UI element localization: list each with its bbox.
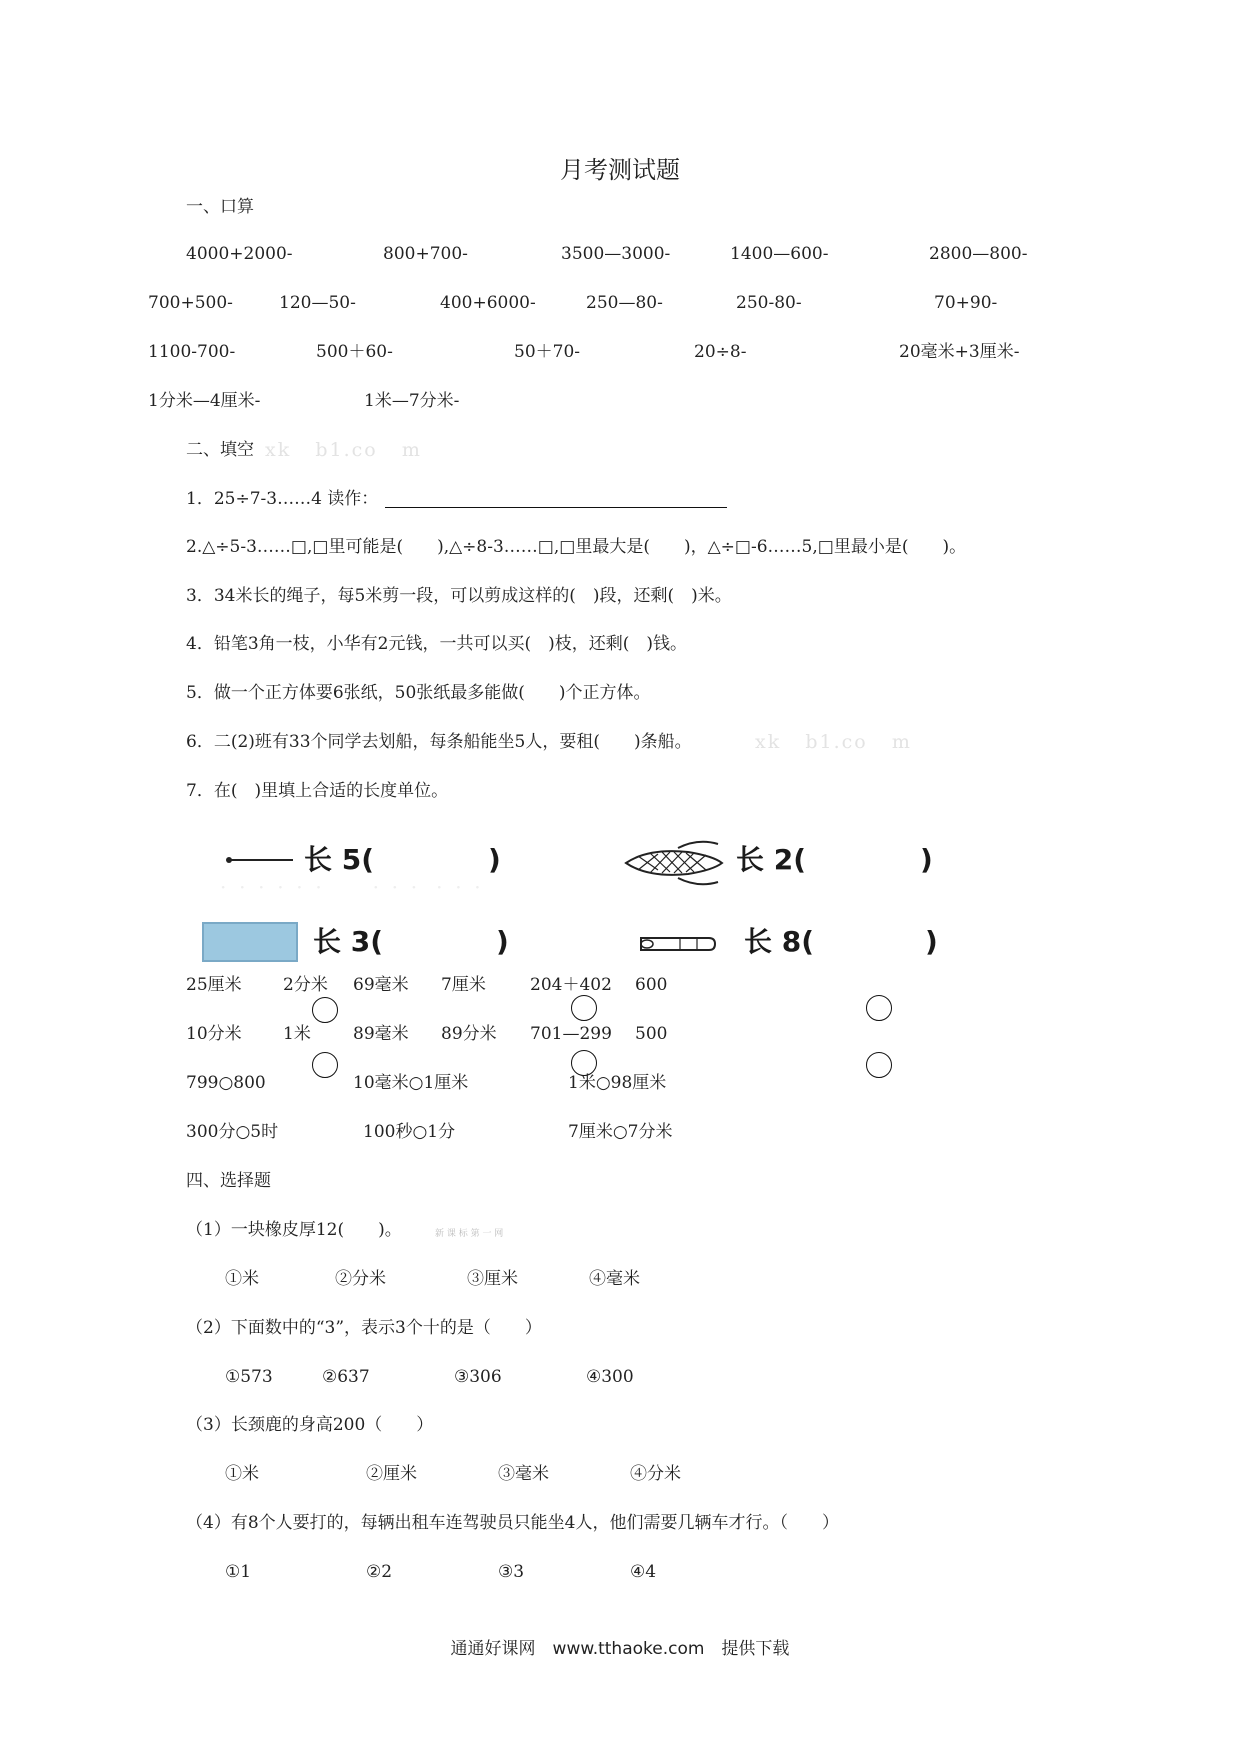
compare-item: 7厘米○7分米	[568, 1122, 673, 1142]
choice-question-4: （4）有8个人要打的，每辆出租车连驾驶员只能坐4人，他们需要几辆车才行。（ ）	[186, 1513, 839, 1533]
choice-option[interactable]: ③306	[454, 1367, 502, 1387]
watermark-text: xk b1.co m	[755, 731, 912, 753]
compare-item: 500	[635, 1024, 668, 1044]
calc-item: 1100-700-	[148, 342, 236, 362]
question-3: 3．34米长的绳子，每5米剪一段，可以剪成这样的( )段，还剩( )米。	[186, 586, 732, 606]
compare-item: 300分○5时	[186, 1122, 279, 1142]
calc-item: 400+6000-	[440, 293, 536, 313]
compare-item: 69毫米	[353, 975, 409, 995]
choice-option[interactable]: ④分米	[630, 1464, 681, 1484]
compare-item: 799○800	[186, 1073, 266, 1093]
compare-circle[interactable]	[866, 1052, 892, 1078]
paren-close: )	[920, 843, 933, 876]
picture-label-pin: 长 5(	[304, 843, 375, 876]
calc-item: 20÷8-	[694, 342, 747, 362]
question-7: 7．在( )里填上合适的长度单位。	[186, 781, 449, 801]
compare-item: 100秒○1分	[363, 1122, 456, 1142]
compare-circle[interactable]	[866, 995, 892, 1021]
choice-option[interactable]: ④300	[586, 1367, 634, 1387]
section-heading-choice: 四、选择题	[186, 1171, 271, 1191]
calc-item: 1400—600-	[730, 244, 829, 264]
compare-circle[interactable]	[312, 997, 338, 1023]
calc-item: 120—50-	[279, 293, 356, 313]
choice-option[interactable]: ④4	[630, 1562, 657, 1582]
calc-item: 3500—3000-	[561, 244, 671, 264]
compare-item: 25厘米	[186, 975, 242, 995]
compare-item: 10分米	[186, 1024, 242, 1044]
picture-label-book: 长 3(	[313, 925, 384, 958]
compare-item: 10毫米○1厘米	[353, 1073, 469, 1093]
calc-item: 4000+2000-	[186, 244, 293, 264]
compare-item: 1米○98厘米	[568, 1073, 667, 1093]
picture-label-finger: 长 8(	[744, 925, 815, 958]
choice-question-1: （1）一块橡皮厚12( )。	[186, 1220, 402, 1240]
compare-circle[interactable]	[571, 995, 597, 1021]
calc-item: 700+500-	[148, 293, 233, 313]
calc-item: 250-80-	[736, 293, 802, 313]
choice-question-2: （2）下面数中的“3”，表示3个十的是（ ）	[186, 1318, 542, 1338]
choice-option[interactable]: ①1	[225, 1562, 252, 1582]
compare-item: 204＋402	[530, 975, 612, 995]
question-1: 1．25÷7-3……4 读作：	[186, 489, 379, 509]
compare-item: 89分米	[441, 1024, 497, 1044]
choice-option[interactable]: ②637	[322, 1367, 370, 1387]
section-heading-oral-calc: 一、口算	[186, 197, 254, 217]
page-title: 月考测试题	[560, 156, 680, 184]
book-icon	[202, 922, 298, 962]
choice-option[interactable]: ③厘米	[467, 1269, 518, 1289]
paren-close: )	[496, 925, 509, 958]
watermark-text: 新 课 标 第 一 网	[435, 1229, 504, 1239]
scan-noise: · · · · · · · · · · · ·	[220, 875, 481, 899]
question-4: 4．铅笔3角一枝，小华有2元钱，一共可以买( )枝，还剩( )钱。	[186, 634, 687, 654]
calc-item: 800+700-	[383, 244, 468, 264]
choice-option[interactable]: ②分米	[335, 1269, 386, 1289]
calc-item: 1米—7分米-	[364, 391, 460, 411]
choice-option[interactable]: ②厘米	[366, 1464, 417, 1484]
paren-close: )	[925, 925, 938, 958]
choice-option[interactable]: ①米	[225, 1269, 259, 1289]
calc-item: 250—80-	[586, 293, 663, 313]
footer-source: 通通好课网 www.tthaoke.com 提供下载	[450, 1639, 790, 1659]
calc-item: 70+90-	[934, 293, 998, 313]
compare-item: 701—299	[530, 1024, 612, 1044]
compare-item: 1米	[283, 1024, 311, 1044]
compare-item: 600	[635, 975, 668, 995]
finger-icon	[635, 930, 717, 958]
answer-line	[385, 507, 727, 508]
compare-circle[interactable]	[312, 1052, 338, 1078]
pin-icon	[225, 855, 295, 865]
picture-label-corn: 长 2(	[736, 843, 807, 876]
compare-item: 2分米	[283, 975, 328, 995]
calc-item: 2800—800-	[929, 244, 1028, 264]
calc-item: 1分米—4厘米-	[148, 391, 261, 411]
paren-close: )	[488, 843, 501, 876]
question-6: 6．二(2)班有33个同学去划船，每条船能坐5人，要租( )条船。	[186, 732, 692, 752]
compare-item: 89毫米	[353, 1024, 409, 1044]
choice-option[interactable]: ④毫米	[589, 1269, 640, 1289]
choice-option[interactable]: ①573	[225, 1367, 273, 1387]
corn-icon	[618, 838, 728, 888]
question-2: 2.△÷5-3……□,□里可能是( ),△÷8-3……□,□里最大是( )，△÷□-6……5,□里最小是( )。	[186, 537, 967, 557]
choice-option[interactable]: ①米	[225, 1464, 259, 1484]
calc-item: 20毫米+3厘米-	[899, 342, 1020, 362]
choice-question-3: （3）长颈鹿的身高200（ ）	[186, 1415, 434, 1435]
watermark-text: xk b1.co m	[265, 439, 422, 461]
choice-option[interactable]: ③毫米	[498, 1464, 549, 1484]
compare-item: 7厘米	[441, 975, 486, 995]
choice-option[interactable]: ③3	[498, 1562, 525, 1582]
calc-item: 500＋60-	[316, 342, 393, 362]
section-heading-fill-blank: 二、填空	[186, 440, 254, 460]
choice-option[interactable]: ②2	[366, 1562, 393, 1582]
question-5: 5．做一个正方体要6张纸，50张纸最多能做( )个正方体。	[186, 683, 651, 703]
calc-item: 50＋70-	[514, 342, 581, 362]
